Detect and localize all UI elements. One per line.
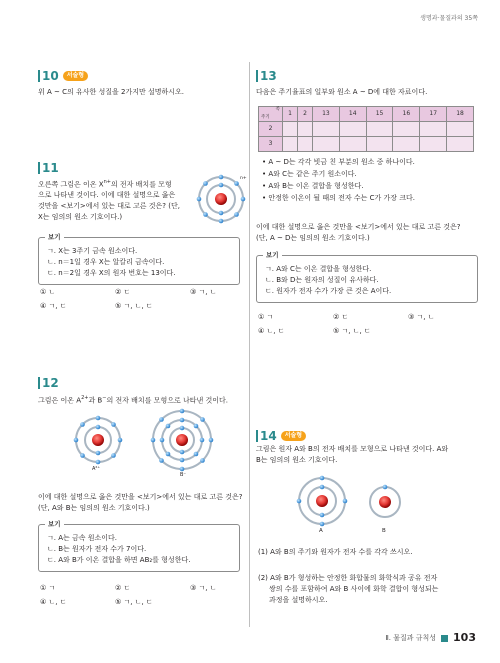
column-divider xyxy=(249,62,250,627)
q11-text-line-2: 으로 나타낸 것이다. 이에 대한 설명으로 옳은 xyxy=(38,191,176,200)
q12-choice-5[interactable]: ⑤ ㄱ, ㄴ, ㄷ xyxy=(115,598,153,606)
q11-text-tail: 의 전자 배치를 모형 xyxy=(110,180,172,189)
q13-number: 13 xyxy=(260,69,277,83)
q11-number-block xyxy=(38,160,59,176)
q13-cell xyxy=(447,137,474,152)
q13-question-line-1: 이에 대한 설명으로 옳은 것만을 <보기>에서 있는 대로 고른 것은? xyxy=(256,223,461,231)
q13-choices xyxy=(258,312,483,337)
q13-choice-2[interactable]: ② ㄷ xyxy=(333,313,349,321)
q13-choice-1[interactable]: ① ㄱ xyxy=(258,313,274,321)
q12-text-post: 의 전자 배치를 모형으로 나타낸 것이다. xyxy=(106,396,228,405)
q12-sup-a: 2+ xyxy=(81,395,89,401)
q11-choice-3[interactable]: ③ ㄱ, ㄴ xyxy=(190,288,217,296)
q12-bogi-box xyxy=(38,520,240,572)
q13-cell xyxy=(366,137,393,152)
q14-number-block xyxy=(256,428,306,444)
q13-bogi-box xyxy=(256,251,478,303)
q13-corner-group-label: 족 xyxy=(275,107,280,112)
page-footer xyxy=(385,631,476,646)
q12-choices xyxy=(40,583,265,608)
q13-bogi-item-1: ㄱ. A와 C는 이온 결합을 형성한다. xyxy=(265,265,372,273)
q13-number-bar xyxy=(256,70,258,82)
q12-bogi-label: 보기 xyxy=(45,520,64,529)
q14-number-bar xyxy=(256,430,258,442)
q10-number-bar xyxy=(38,70,40,82)
q11-text-line-4: X는 임의의 원소 기호이다.) xyxy=(38,213,123,222)
q11-choice-4[interactable]: ④ ㄱ, ㄷ xyxy=(40,302,67,310)
q13-bullet-3: • A와 B는 이온 결합을 형성한다. xyxy=(262,182,364,190)
q13-group-16: 16 xyxy=(393,107,420,122)
q12-choice-2[interactable]: ② ㄷ xyxy=(115,584,131,592)
page-number: 103 xyxy=(453,631,476,645)
q13-cell xyxy=(339,122,366,137)
q12-question-lines xyxy=(38,492,243,514)
q12-question-line-1: 이에 대한 설명으로 옳은 것만을 <보기>에서 있는 대로 고른 것은? xyxy=(38,493,243,501)
footer-chapter: Ⅱ. 물질과 규칙성 xyxy=(385,633,437,642)
q13-cell xyxy=(447,122,474,137)
q12-text-pre: 그림은 이온 A xyxy=(38,396,82,405)
q12-sup-b: − xyxy=(102,395,107,401)
q13-bullet-list xyxy=(262,156,415,204)
q13-bogi-item-2: ㄴ. B와 D는 원자의 성질이 유사하다. xyxy=(265,276,379,284)
q11-number-bar xyxy=(38,162,40,174)
q11-choice-2[interactable]: ② ㄷ xyxy=(115,288,131,296)
page-header-tag: 생명과·물질과의 35쪽 xyxy=(420,15,478,22)
q13-period-3: 3 xyxy=(259,137,283,152)
q13-periodic-table xyxy=(258,106,474,152)
q12-ion-b-diagram xyxy=(147,408,217,472)
q12-choice-4[interactable]: ④ ㄴ, ㄷ xyxy=(40,598,67,606)
q14-question-text xyxy=(256,444,448,466)
q13-question-lines xyxy=(256,222,461,244)
q11-bogi-item-1: ㄱ. X는 3주기 금속 원소이다. xyxy=(47,247,138,255)
q14-number: 14 xyxy=(260,429,277,443)
q13-cell xyxy=(283,137,298,152)
q13-group-17: 17 xyxy=(420,107,447,122)
q11-choice-5[interactable]: ⑤ ㄱ, ㄴ, ㄷ xyxy=(115,302,153,310)
q12-number: 12 xyxy=(42,376,59,390)
q11-bogi-item-3: ㄷ. n＝2일 경우 X의 원자 번호는 13이다. xyxy=(47,269,176,277)
q10-number-block xyxy=(38,68,88,84)
q12-label-b: B⁻ xyxy=(180,472,187,478)
q12-question-text xyxy=(38,393,228,406)
q13-table-corner xyxy=(259,107,283,122)
q12-question-line-2: (단, A와 B는 임의의 원소 기호이다.) xyxy=(38,504,150,512)
q13-number-block xyxy=(256,68,277,84)
q13-bogi-item-3: ㄷ. 원자가 전자 수가 가장 큰 것은 A이다. xyxy=(265,287,392,295)
q13-question-line-2: (단, A ~ D는 임의의 원소 기호이다.) xyxy=(256,234,370,242)
q13-corner-period-label: 주기 xyxy=(261,114,270,120)
q13-cell xyxy=(393,137,420,152)
q13-bogi-label: 보기 xyxy=(263,251,282,260)
q12-number-bar xyxy=(38,377,40,389)
q13-cell xyxy=(312,137,339,152)
q12-ion-a-diagram xyxy=(68,413,128,465)
q13-bullet-2: • A와 C는 같은 주기 원소이다. xyxy=(262,170,357,178)
q14-label-a: A xyxy=(319,528,323,534)
q10-question-text: 위 A ~ C의 유사한 성질을 2가지만 설명하시오. xyxy=(38,88,184,96)
q13-cell xyxy=(312,122,339,137)
q13-choice-5[interactable]: ⑤ ㄱ, ㄴ, ㄷ xyxy=(333,327,371,335)
q14-text-line-1: 그림은 원자 A와 B의 전자 배치를 모형으로 나타낸 것이다. A와 xyxy=(256,445,449,453)
q13-bullet-4: • 안정한 이온이 될 때의 전자 수는 C가 가장 크다. xyxy=(262,194,415,202)
q13-group-13: 13 xyxy=(312,107,339,122)
q13-cell xyxy=(283,122,298,137)
q10-number: 10 xyxy=(42,69,59,83)
q11-number: 11 xyxy=(42,161,59,175)
q13-choice-4[interactable]: ④ ㄴ, ㄷ xyxy=(258,327,285,335)
q12-choice-1[interactable]: ① ㄱ xyxy=(40,584,56,592)
q11-ion-superscript: n+ xyxy=(103,179,111,185)
q14-sub2-line-3: 과정을 설명하시오. xyxy=(269,596,328,604)
q13-group-18: 18 xyxy=(447,107,474,122)
q11-diagram-charge-label: n+ xyxy=(240,176,247,181)
q14-descriptive-badge: 서술형 xyxy=(281,431,306,441)
footer-square-marker xyxy=(441,635,448,642)
q13-cell xyxy=(297,137,312,152)
q12-bogi-item-2: ㄴ. B는 원자가 전자 수가 7이다. xyxy=(47,545,147,553)
q12-label-a: A²⁺ xyxy=(92,466,101,472)
q13-cell xyxy=(366,122,393,137)
q14-sub-question-2 xyxy=(258,573,438,606)
q13-cell xyxy=(420,122,447,137)
q11-bogi-label: 보기 xyxy=(45,233,64,242)
q12-bogi-item-1: ㄱ. A는 금속 원소이다. xyxy=(47,534,118,542)
q12-text-mid: 과 B xyxy=(88,396,103,405)
q14-sub-question-1: (1) A와 B의 주기와 원자가 전자 수를 각각 쓰시오. xyxy=(258,548,413,556)
q13-bullet-1: • A ~ D는 각각 빗금 친 부분의 원소 중 하나이다. xyxy=(262,158,415,166)
q11-question-text xyxy=(38,177,198,223)
q13-group-1: 1 xyxy=(283,107,298,122)
q13-cell xyxy=(339,137,366,152)
q11-text-line-3: 것만을 <보기>에서 있는 대로 고른 것은? (단, xyxy=(38,202,180,211)
q13-cell xyxy=(420,137,447,152)
q14-label-b: B xyxy=(382,528,386,534)
q11-choices xyxy=(40,287,265,312)
q13-group-14: 14 xyxy=(339,107,366,122)
q14-atom-b-diagram xyxy=(365,480,405,524)
q13-cell xyxy=(297,122,312,137)
q12-bogi-item-3: ㄷ. A와 B가 이온 결합을 하면 AB₂를 형성한다. xyxy=(47,556,191,564)
q14-atom-a-diagram xyxy=(295,474,349,528)
q13-period-2: 2 xyxy=(259,122,283,137)
q14-sub2-line-1: (2) A와 B가 형성하는 안정한 화합물의 화학식과 공유 전자 xyxy=(258,574,438,582)
q11-bogi-item-2: ㄴ. n＝1일 경우 X는 알칼리 금속이다. xyxy=(47,258,165,266)
q13-cell xyxy=(393,122,420,137)
q12-number-block xyxy=(38,375,59,391)
q10-descriptive-badge: 서술형 xyxy=(63,71,88,81)
q13-group-2: 2 xyxy=(297,107,312,122)
q13-question-text: 다음은 주기율표의 일부와 원소 A ~ D에 대한 자료이다. xyxy=(256,88,428,96)
q11-bogi-box xyxy=(38,233,240,285)
q14-text-line-2: B는 임의의 원소 기호이다. xyxy=(256,456,338,464)
q13-group-15: 15 xyxy=(366,107,393,122)
q12-choice-3[interactable]: ③ ㄱ, ㄴ xyxy=(190,584,217,592)
q14-sub2-line-2: 쌍의 수를 포함하여 A와 B 사이에 화학 결합이 형성되는 xyxy=(269,585,439,593)
q13-choice-3[interactable]: ③ ㄱ, ㄴ xyxy=(408,313,435,321)
q11-choice-1[interactable]: ① ㄴ xyxy=(40,288,56,296)
q11-text-line-1: 오른쪽 그림은 이온 X xyxy=(38,180,104,189)
